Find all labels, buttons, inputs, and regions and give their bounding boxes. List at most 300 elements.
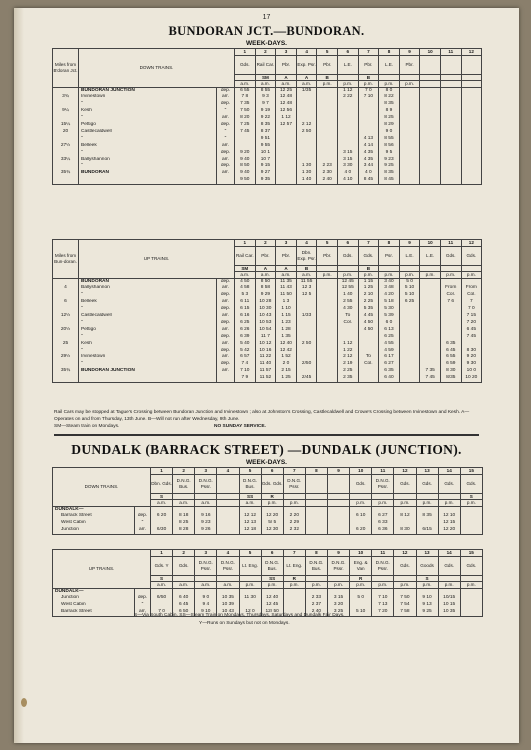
station-name: Ballyshannon xyxy=(79,157,217,164)
time-cell xyxy=(440,150,461,157)
station-name: " xyxy=(79,163,217,170)
station-name: Belleek xyxy=(79,143,217,150)
time-cell: 1 25 xyxy=(276,375,297,382)
time-cell: 9 25 xyxy=(416,609,438,616)
time-cell xyxy=(317,292,338,299)
time-cell xyxy=(317,150,338,157)
time-cell xyxy=(440,306,461,313)
time-cell: 6/15 xyxy=(416,527,438,534)
station-name: Belleek xyxy=(79,299,217,306)
time-cell xyxy=(438,506,460,513)
column-number: 6 xyxy=(261,550,283,557)
column-number: 15 xyxy=(460,550,482,557)
column-number: 8 xyxy=(379,240,400,247)
time-cell: 8 25 xyxy=(379,115,400,122)
column-train-type: Exp. Psr. xyxy=(296,55,317,74)
time-cell: 9 20 xyxy=(235,150,256,157)
column-period: p.m. xyxy=(399,272,420,279)
time-cell: 6 40 xyxy=(379,375,400,382)
time-cell xyxy=(420,170,441,177)
time-cell xyxy=(420,122,441,129)
time-cell: 7 9 xyxy=(235,375,256,382)
page-number: 17 xyxy=(262,14,271,21)
time-cell xyxy=(440,129,461,136)
time-cell xyxy=(372,506,394,513)
column-code: R xyxy=(261,493,283,500)
table-row xyxy=(53,157,482,164)
dep-arr-cell: dep. xyxy=(217,163,235,170)
time-cell xyxy=(337,122,358,129)
column-number: 11 xyxy=(372,550,394,557)
time-cell xyxy=(460,602,482,609)
time-cell: 9 26 xyxy=(195,527,217,534)
column-period: p.m. xyxy=(358,272,379,279)
column-number: 3 xyxy=(276,49,297,56)
time-cell: 2 29 xyxy=(283,520,305,527)
time-cell: 8 20 xyxy=(235,115,256,122)
column-period: p.m. xyxy=(358,81,379,88)
miles-cell xyxy=(53,348,79,355)
time-cell xyxy=(416,520,438,527)
time-cell: 9 13 xyxy=(416,602,438,609)
time-cell: 2 20 xyxy=(283,513,305,520)
table1-weekdays-label: WEEK-DAYS. xyxy=(246,40,287,47)
column-code: S xyxy=(416,575,438,582)
column-period: a.m. xyxy=(276,272,297,279)
time-cell: 8 28 xyxy=(173,527,195,534)
time-cell xyxy=(296,299,317,306)
miles-cell xyxy=(53,150,79,157)
time-cell xyxy=(296,327,317,334)
time-cell: To xyxy=(337,313,358,320)
time-cell: 6 50 xyxy=(173,609,195,616)
time-cell xyxy=(460,506,482,513)
time-cell: 7 0 xyxy=(461,306,482,313)
miles-cell xyxy=(53,320,79,327)
time-cell: 9 29 xyxy=(255,292,276,299)
column-number: 6 xyxy=(337,49,358,56)
column-number: 6 xyxy=(337,240,358,247)
time-cell xyxy=(358,101,379,108)
time-cell: 6 10 xyxy=(350,513,372,520)
time-cell xyxy=(276,150,297,157)
time-cell: 1 10 xyxy=(276,306,297,313)
time-cell: 7 45 xyxy=(420,375,441,382)
miles-cell: 20 xyxy=(53,129,79,136)
time-cell: 6 15 xyxy=(235,306,256,313)
time-cell: 9 51 xyxy=(255,136,276,143)
time-cell xyxy=(305,527,327,534)
time-cell: 7 35 xyxy=(420,368,441,375)
time-cell: 8 35 xyxy=(379,170,400,177)
time-cell: 9 23 xyxy=(195,520,217,527)
time-cell xyxy=(358,375,379,382)
time-cell: 2 40 xyxy=(317,177,338,184)
time-cell: 12 20 xyxy=(438,527,460,534)
column-number: 9 xyxy=(399,49,420,56)
time-cell xyxy=(317,87,338,94)
dep-arr-cell: " xyxy=(135,520,151,527)
time-cell xyxy=(217,513,239,520)
time-cell xyxy=(420,157,441,164)
time-cell xyxy=(420,163,441,170)
time-cell: 9 35 xyxy=(255,177,276,184)
time-cell: 8 12 xyxy=(394,513,416,520)
column-train-type: Pbr. xyxy=(399,55,420,74)
table1-footnote: Rail Cars may be stopped at Tague's Crossing between Bundoran Junction and Irvinestown ; also at Johnston's Crossing, Castlecaldwell and Crowe's Crossing between Irvinestown and Kesh. A—Operates on and from Thursday, 13th June. B—Will not run after Wednesday, 9th June. xyxy=(54,410,470,422)
time-cell: 9 40 xyxy=(235,157,256,164)
time-cell: 9 15 xyxy=(255,163,276,170)
column-period: a.m. xyxy=(151,500,173,507)
trains-header: DOWN TRAINS. xyxy=(79,49,235,88)
time-cell: 10 28 xyxy=(255,299,276,306)
time-cell: 4 50 xyxy=(358,327,379,334)
column-train-type: Pbr. xyxy=(255,246,276,265)
time-cell xyxy=(399,122,420,129)
time-cell: 12/ 50 xyxy=(261,609,283,616)
time-cell xyxy=(283,506,305,513)
time-cell: 6 59 xyxy=(440,361,461,368)
time-cell: 1 12 xyxy=(337,87,358,94)
time-cell: 1/35 xyxy=(296,87,317,94)
dep-arr-cell: dep. xyxy=(217,334,235,341)
time-cell xyxy=(283,595,305,602)
column-train-type: Gds. xyxy=(438,556,460,575)
time-cell: 8 30 xyxy=(461,348,482,355)
time-cell xyxy=(283,588,305,595)
column-period: a.m. xyxy=(276,81,297,88)
column-train-type: Gds. xyxy=(438,474,460,493)
column-train-type: Pbr. xyxy=(276,55,297,74)
column-train-type xyxy=(217,474,239,493)
time-cell: 9 10 xyxy=(195,609,217,616)
column-code: R xyxy=(350,575,372,582)
column-train-type: Goods xyxy=(416,556,438,575)
time-cell xyxy=(440,177,461,184)
column-code: A xyxy=(255,265,276,272)
time-cell xyxy=(399,306,420,313)
time-cell xyxy=(173,506,195,513)
column-train-type: Gds. xyxy=(337,246,358,265)
time-cell xyxy=(399,327,420,334)
column-number: 5 xyxy=(239,550,261,557)
time-cell: 2 50 xyxy=(296,129,317,136)
column-number: 2 xyxy=(173,468,195,475)
column-period: p.m. xyxy=(399,81,420,88)
time-cell xyxy=(420,177,441,184)
column-code: B xyxy=(358,74,379,81)
time-cell xyxy=(296,368,317,375)
column-period: p.m. xyxy=(261,500,283,507)
time-cell: 3 25 xyxy=(328,609,350,616)
time-cell: 2 50 xyxy=(296,341,317,348)
time-cell: 10 53 xyxy=(255,320,276,327)
time-cell xyxy=(283,602,305,609)
time-cell xyxy=(317,368,338,375)
column-train-type: Gds. xyxy=(416,474,438,493)
column-train-type: D.N.G. Pssr. xyxy=(217,556,239,575)
column-code: A xyxy=(276,74,297,81)
time-cell xyxy=(399,375,420,382)
dep-arr-cell: arr. xyxy=(217,94,235,101)
dep-arr-cell: arr. xyxy=(217,285,235,292)
time-cell xyxy=(217,506,239,513)
miles-cell xyxy=(53,87,79,94)
time-cell: 8 58 xyxy=(255,285,276,292)
column-train-type: Gds. xyxy=(394,474,416,493)
time-cell xyxy=(420,129,441,136)
time-cell xyxy=(399,129,420,136)
dep-arr-cell: dep. xyxy=(217,306,235,313)
column-number: 10 xyxy=(350,468,372,475)
time-cell xyxy=(317,115,338,122)
miles-cell: 25 xyxy=(53,341,79,348)
miles-cell: 33¼ xyxy=(53,157,79,164)
time-cell: 11 52 xyxy=(255,375,276,382)
time-cell: 2 32 xyxy=(283,527,305,534)
time-cell xyxy=(358,334,379,341)
time-cell: 4 50 xyxy=(358,320,379,327)
station-name: West Cabin xyxy=(53,520,135,527)
time-cell xyxy=(420,87,441,94)
miles-cell xyxy=(53,163,79,170)
time-cell xyxy=(358,341,379,348)
dep-arr-cell: arr. xyxy=(217,115,235,122)
dep-arr-cell: dep. xyxy=(217,87,235,94)
time-cell xyxy=(217,520,239,527)
column-period: p.m. xyxy=(416,582,438,589)
column-number: 7 xyxy=(283,550,305,557)
column-train-type: L.E. xyxy=(379,55,400,74)
column-train-type: Psr. xyxy=(379,246,400,265)
column-train-type: Lt. Eng. xyxy=(239,556,261,575)
time-cell xyxy=(399,177,420,184)
time-cell: 3 15 xyxy=(337,150,358,157)
time-cell: 6 20 xyxy=(151,513,173,520)
time-cell: 7 50 xyxy=(235,108,256,115)
column-number: 4 xyxy=(217,550,239,557)
column-number: 1 xyxy=(235,240,256,247)
time-cell: 10/15 xyxy=(438,595,460,602)
time-cell: 12 30 xyxy=(261,527,283,534)
time-cell xyxy=(350,602,372,609)
time-cell: 12 25 xyxy=(276,87,297,94)
column-train-type: D.N.G. Pssr. xyxy=(372,556,394,575)
station-name: " xyxy=(79,306,217,313)
time-cell xyxy=(296,150,317,157)
column-period: p.m. xyxy=(460,500,482,507)
time-cell xyxy=(261,506,283,513)
time-cell: From xyxy=(461,285,482,292)
time-cell xyxy=(440,87,461,94)
time-cell: 8 45 xyxy=(379,177,400,184)
time-cell xyxy=(438,588,460,595)
time-cell: 5 35 xyxy=(358,306,379,313)
column-number: 8 xyxy=(379,49,400,56)
time-cell xyxy=(399,115,420,122)
time-cell: Col. xyxy=(461,292,482,299)
time-cell xyxy=(420,348,441,355)
time-cell xyxy=(399,361,420,368)
time-cell xyxy=(276,136,297,143)
time-cell: 6 25 xyxy=(399,299,420,306)
time-cell xyxy=(420,341,441,348)
column-train-type: D.N.G. Bus. xyxy=(173,474,195,493)
column-period: p.m. xyxy=(394,582,416,589)
dep-arr-cell: dep. xyxy=(217,361,235,368)
dep-arr-cell: arr. xyxy=(217,354,235,361)
column-period: p.m. xyxy=(372,500,394,507)
time-cell: 10 54 xyxy=(255,327,276,334)
time-cell xyxy=(399,313,420,320)
time-cell xyxy=(420,115,441,122)
time-cell: 8 25 xyxy=(173,520,195,527)
time-cell xyxy=(399,348,420,355)
time-cell xyxy=(328,506,350,513)
time-cell: 12 18 xyxy=(239,527,261,534)
time-cell: 12 12 xyxy=(239,513,261,520)
trains-header: UP TRAINS. xyxy=(53,550,151,589)
time-cell: 9 23 xyxy=(379,157,400,164)
time-cell: 7 15 xyxy=(461,313,482,320)
time-cell: 1 12 xyxy=(337,341,358,348)
time-cell: 3 48 xyxy=(379,285,400,292)
station-name: " xyxy=(79,334,217,341)
time-cell xyxy=(317,320,338,327)
time-cell: 9 16 xyxy=(195,513,217,520)
time-cell: 10 15 xyxy=(438,602,460,609)
miles-cell: 35¾ xyxy=(53,368,79,375)
time-cell: 1 3 xyxy=(276,299,297,306)
dep-arr-cell: arr. xyxy=(217,143,235,150)
time-cell xyxy=(317,136,338,143)
column-train-type: D.N.G. Bus. xyxy=(261,556,283,575)
column-number: 5 xyxy=(239,468,261,475)
time-cell: 12 20 xyxy=(261,513,283,520)
table-row xyxy=(53,136,482,143)
time-cell: 3 15 xyxy=(337,157,358,164)
time-cell xyxy=(420,278,441,285)
station-name xyxy=(79,177,217,184)
column-code: SS xyxy=(239,493,261,500)
column-period: a.m. xyxy=(151,582,173,589)
column-number: 13 xyxy=(416,468,438,475)
dep-arr-cell: arr. xyxy=(217,299,235,306)
miles-cell xyxy=(53,334,79,341)
time-cell: 4 35 xyxy=(358,150,379,157)
time-cell: 8 45 xyxy=(358,177,379,184)
column-period: a.m. xyxy=(235,272,256,279)
time-cell xyxy=(151,506,173,513)
column-number: 1 xyxy=(151,468,173,475)
time-cell xyxy=(317,306,338,313)
column-train-type: Rail Car. xyxy=(235,246,256,265)
ink-stain xyxy=(21,698,27,707)
column-train-type: L.E. xyxy=(399,246,420,265)
section-divider xyxy=(54,434,479,436)
column-number: 12 xyxy=(394,468,416,475)
table-row xyxy=(53,341,482,348)
time-cell: 6 16 xyxy=(235,313,256,320)
column-code: A xyxy=(276,265,297,272)
table-row xyxy=(53,163,482,170)
column-code: B xyxy=(296,265,317,272)
time-cell xyxy=(296,108,317,115)
column-number: 10 xyxy=(350,550,372,557)
station-name: " xyxy=(79,136,217,143)
miles-cell xyxy=(53,177,79,184)
column-number: 13 xyxy=(416,550,438,557)
time-cell xyxy=(358,108,379,115)
miles-cell: 20½ xyxy=(53,327,79,334)
column-train-type: Pbr. xyxy=(317,246,338,265)
time-cell xyxy=(420,94,441,101)
table-row xyxy=(53,327,482,334)
station-name: Kesh xyxy=(79,341,217,348)
time-cell: 6 39 xyxy=(235,334,256,341)
station-name: Kesh xyxy=(79,108,217,115)
time-cell xyxy=(217,527,239,534)
time-cell: 5 0 xyxy=(399,278,420,285)
time-cell: 12 15 xyxy=(438,520,460,527)
time-cell xyxy=(317,278,338,285)
time-cell xyxy=(420,354,441,361)
time-cell: 12 5 xyxy=(296,292,317,299)
time-cell xyxy=(328,527,350,534)
table-row xyxy=(53,129,482,136)
time-cell xyxy=(276,177,297,184)
miles-cell: 6 xyxy=(53,299,79,306)
time-cell: 5 40 xyxy=(235,341,256,348)
column-train-type xyxy=(420,55,441,74)
time-cell xyxy=(394,588,416,595)
time-cell: 8 37 xyxy=(255,129,276,136)
time-cell xyxy=(337,143,358,150)
time-cell: 6 45 xyxy=(461,327,482,334)
time-cell: 9 55 xyxy=(255,143,276,150)
no-sunday-service: NO SUNDAY SERVICE. xyxy=(214,424,266,429)
time-cell xyxy=(399,87,420,94)
column-number: 10 xyxy=(420,240,441,247)
time-cell: 2 25 xyxy=(358,299,379,306)
column-period: a.m. xyxy=(195,582,217,589)
column-number: 7 xyxy=(358,49,379,56)
station-name: Pettigo xyxy=(79,327,217,334)
miles-header: Miles from B'doran Jct. xyxy=(53,49,79,88)
time-cell: 8/35 xyxy=(440,375,461,382)
column-number: 14 xyxy=(438,468,460,475)
time-cell: 5 18 xyxy=(379,299,400,306)
column-period: p.m. xyxy=(283,582,305,589)
time-cell xyxy=(276,143,297,150)
time-cell xyxy=(235,143,256,150)
time-cell: 10 35 xyxy=(438,609,460,616)
time-cell xyxy=(317,285,338,292)
station-name: Barrack Street xyxy=(53,513,135,520)
table-row xyxy=(53,320,482,327)
column-number: 6 xyxy=(261,468,283,475)
time-cell: 8 35 xyxy=(255,122,276,129)
column-code: B xyxy=(358,265,379,272)
column-period: p.m. xyxy=(394,500,416,507)
time-cell xyxy=(440,94,461,101)
time-cell: 6 0 xyxy=(379,320,400,327)
time-cell xyxy=(420,150,441,157)
column-number: 10 xyxy=(420,49,441,56)
column-train-type: Dbn. Gds. xyxy=(151,474,173,493)
time-cell xyxy=(420,136,441,143)
time-cell: 5 30 xyxy=(379,306,400,313)
